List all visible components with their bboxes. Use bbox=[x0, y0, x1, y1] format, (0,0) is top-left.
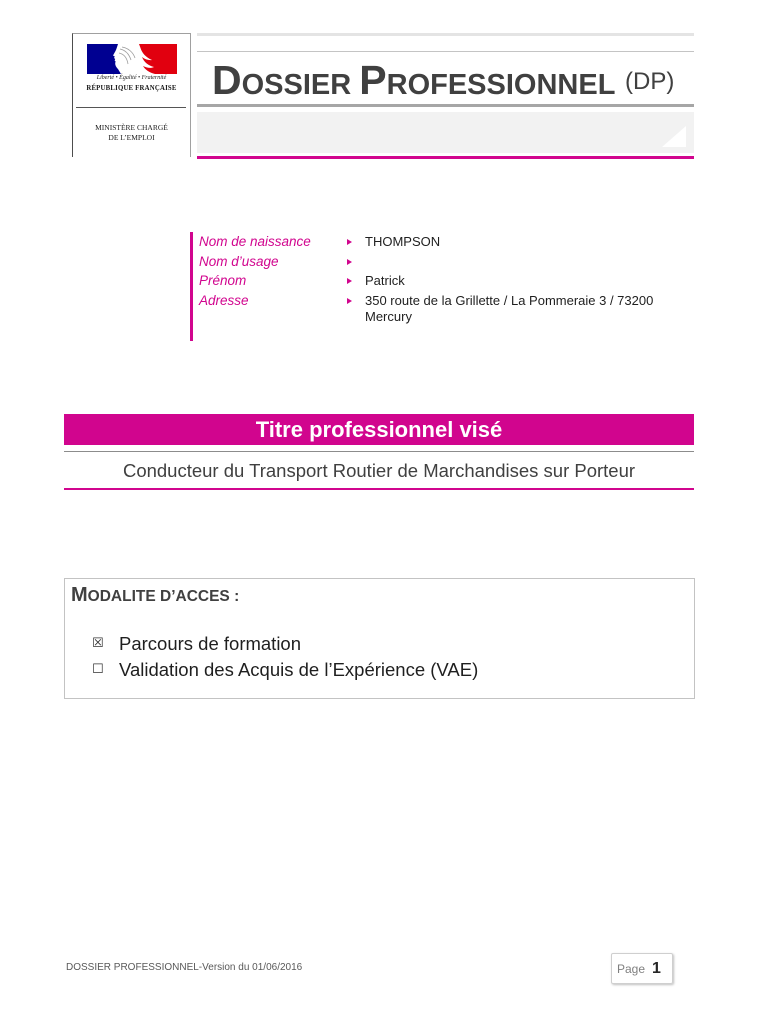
header-accent-rule bbox=[197, 156, 694, 159]
field-label: Nom de naissance bbox=[199, 234, 311, 249]
page-label: Page bbox=[617, 961, 646, 976]
footer-version: DOSSIER PROFESSIONNEL-Version du 01/06/2016 bbox=[66, 962, 303, 973]
header-gray-rule bbox=[197, 104, 694, 107]
modalite-heading: MODALITE D’ACCES : bbox=[71, 584, 240, 606]
option-label: Validation des Acquis de l’Expérience (VAE) bbox=[119, 659, 479, 680]
republic-text: RÉPUBLIQUE FRANÇAISE bbox=[86, 85, 177, 92]
emblem-profile-lines bbox=[119, 47, 135, 64]
identity-row-birth-name bbox=[199, 234, 665, 250]
page-number: 1 bbox=[652, 959, 661, 977]
title-suffix: (DP) bbox=[625, 68, 675, 95]
titre-value: Conducteur du Transport Routier de Marchandises sur Porteur bbox=[122, 460, 636, 481]
corner-triangle bbox=[662, 126, 687, 148]
logo-divider bbox=[76, 107, 186, 108]
motto-text: Liberté • Égalité • Fraternité bbox=[96, 75, 167, 81]
option-vae bbox=[92, 657, 478, 683]
field-value: THOMPSON bbox=[365, 234, 441, 249]
arrow-bullet-icon bbox=[347, 234, 365, 250]
field-label: Nom d’usage bbox=[199, 253, 279, 269]
titre-divider bbox=[64, 451, 694, 452]
identity-row-first-name bbox=[199, 273, 665, 289]
identity-section bbox=[199, 234, 665, 328]
title-word: DOSSIER bbox=[212, 57, 352, 103]
arrow-bullet-icon bbox=[347, 273, 365, 289]
arrow-bullet-icon bbox=[347, 254, 365, 270]
field-label: Prénom bbox=[199, 273, 247, 288]
identity-row-address bbox=[199, 293, 665, 325]
page-number-box bbox=[611, 953, 673, 984]
identity-row-usage-name bbox=[199, 254, 665, 270]
titre-heading-banner: Titre professionnel visé bbox=[64, 414, 694, 445]
checked-box-icon: ☒ bbox=[92, 636, 104, 651]
field-value: 350 route de la Grillette / La Pommeraie 3 / 73200 Mercury bbox=[365, 292, 654, 324]
ministry-line-2: DE L’EMPLOI bbox=[108, 133, 155, 142]
identity-accent-bar bbox=[190, 232, 193, 341]
document-title bbox=[212, 57, 616, 103]
field-value bbox=[365, 254, 665, 270]
header-top-rule bbox=[197, 33, 694, 36]
field-value: Patrick bbox=[365, 273, 405, 288]
field-label: Adresse bbox=[199, 292, 249, 308]
emblem-blue-field bbox=[87, 44, 121, 74]
title-word: PROFESSIONNEL bbox=[359, 57, 616, 103]
marianne-emblem bbox=[87, 44, 177, 74]
option-label: Parcours de formation bbox=[119, 633, 302, 654]
ministry-line-1: MINISTÈRE CHARGÉ bbox=[95, 123, 168, 132]
header-gray-band bbox=[197, 112, 694, 153]
arrow-bullet-icon bbox=[347, 293, 365, 309]
titre-underline bbox=[64, 488, 694, 490]
emblem-red-field bbox=[139, 44, 177, 74]
option-parcours-formation bbox=[92, 631, 301, 657]
header-thin-rule bbox=[197, 51, 694, 52]
unchecked-box-icon: ☐ bbox=[92, 662, 104, 677]
